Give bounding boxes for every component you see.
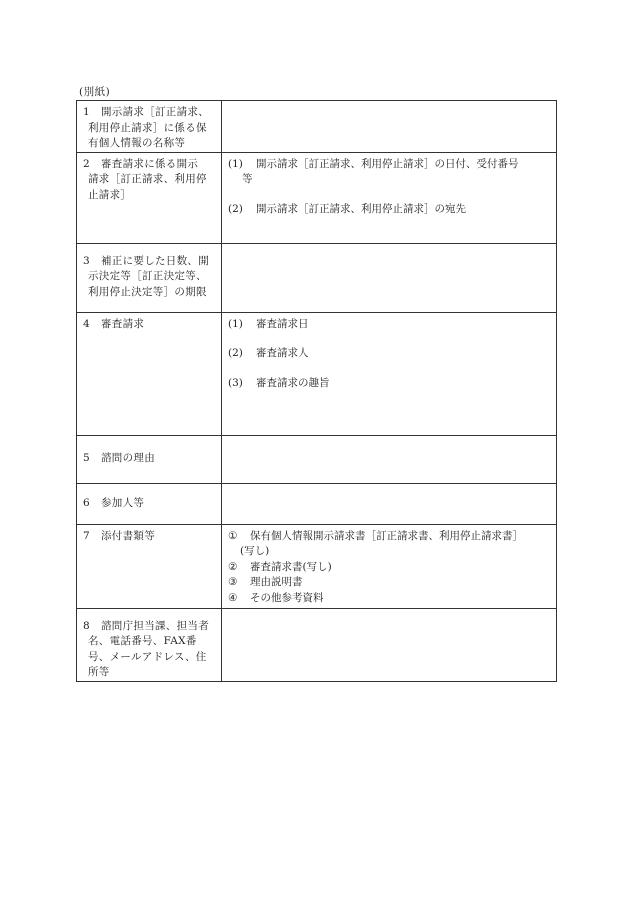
item-text: 開示請求［訂正請求、利用停止請求］の日付、受付番号 xyxy=(256,157,519,170)
row-content-cell xyxy=(222,152,557,243)
item-marker: (2) xyxy=(228,347,243,359)
row-number: 2 xyxy=(83,157,90,170)
item-marker: (1) xyxy=(228,157,243,170)
row-label: 補正に要した日数、開 xyxy=(101,254,209,267)
row-label: 審査請求に係る開示 xyxy=(101,157,199,170)
row-number: 5 xyxy=(83,452,90,465)
item-marker: ④ xyxy=(228,591,238,604)
row-content-cell xyxy=(222,243,557,312)
list-item xyxy=(228,157,550,188)
row-label-cell xyxy=(77,312,222,435)
row-label: 諮問庁担当課、担当者 xyxy=(101,619,209,632)
row-label-cell xyxy=(77,608,222,681)
row-label: 審査請求 xyxy=(101,317,145,330)
row-number: 1 xyxy=(83,106,90,118)
row-label-continued: 請求［訂正請求、利用停止請求］ xyxy=(88,173,207,201)
attachment-item xyxy=(228,529,550,560)
row-label-cell xyxy=(77,101,222,153)
item-text: 審査請求日 xyxy=(256,317,309,330)
row-content-cell xyxy=(222,312,557,435)
row-content-cell xyxy=(222,483,557,524)
row-label: 諮問の理由 xyxy=(101,452,155,465)
list-item xyxy=(228,376,550,392)
attachment-item xyxy=(228,575,550,591)
table-row xyxy=(77,608,557,681)
row-number: 6 xyxy=(83,496,90,509)
list-item xyxy=(228,202,550,218)
row-number: 8 xyxy=(83,619,90,632)
row-content-cell xyxy=(222,435,557,483)
item-text-continued: (写し) xyxy=(240,545,270,557)
table-row xyxy=(77,483,557,524)
item-marker: ② xyxy=(228,560,238,573)
item-marker: ③ xyxy=(228,576,238,588)
item-text: 審査請求書(写し) xyxy=(250,560,332,573)
table-row xyxy=(77,524,557,608)
list-item xyxy=(228,346,550,362)
attachment-item xyxy=(228,560,550,576)
form-table xyxy=(76,100,557,682)
row-number: 4 xyxy=(83,317,90,330)
row-label-continued: 示決定等［訂正決定等、利用停止決定等］の期限 xyxy=(88,270,207,298)
row-label-cell xyxy=(77,152,222,243)
table-row xyxy=(77,243,557,312)
row-content-cell xyxy=(222,608,557,681)
table-row xyxy=(77,435,557,483)
row-label-cell xyxy=(77,243,222,312)
list-item xyxy=(228,317,550,333)
item-text: 保有個人情報開示請求書［訂正請求書、利用停止請求書］ xyxy=(250,529,523,542)
item-marker: (3) xyxy=(228,376,243,389)
attachment-caption: (別紙) xyxy=(79,86,111,98)
row-label: 添付書類等 xyxy=(101,529,155,542)
row-content-cell xyxy=(222,524,557,608)
item-marker: ① xyxy=(228,529,238,542)
item-text: その他参考資料 xyxy=(250,591,324,604)
table-row xyxy=(77,101,557,153)
row-label-continued: 名、電話番号、FAX番号、メールアドレス、住所等 xyxy=(88,635,207,678)
row-label-cell xyxy=(77,435,222,483)
item-marker: (2) xyxy=(228,202,243,215)
row-number: 3 xyxy=(83,254,90,267)
row-label-cell xyxy=(77,524,222,608)
item-text: 開示請求［訂正請求、利用停止請求］の宛先 xyxy=(256,202,466,215)
table-row xyxy=(77,312,557,435)
item-marker: (1) xyxy=(228,317,243,330)
row-number: 7 xyxy=(83,529,90,542)
item-text: 理由説明書 xyxy=(250,576,303,588)
attachment-item xyxy=(228,591,550,607)
row-label: 開示請求［訂正請求、 xyxy=(101,106,209,118)
item-text: 審査請求人 xyxy=(256,347,309,359)
item-text: 審査請求の趣旨 xyxy=(256,376,330,389)
row-label-continued: 利用停止請求］に係る保有個人情報の名称等 xyxy=(88,121,207,149)
row-label: 参加人等 xyxy=(101,496,145,509)
row-label-cell xyxy=(77,483,222,524)
table-row xyxy=(77,152,557,243)
row-content-cell xyxy=(222,101,557,153)
item-text-continued: 等 xyxy=(242,173,253,185)
